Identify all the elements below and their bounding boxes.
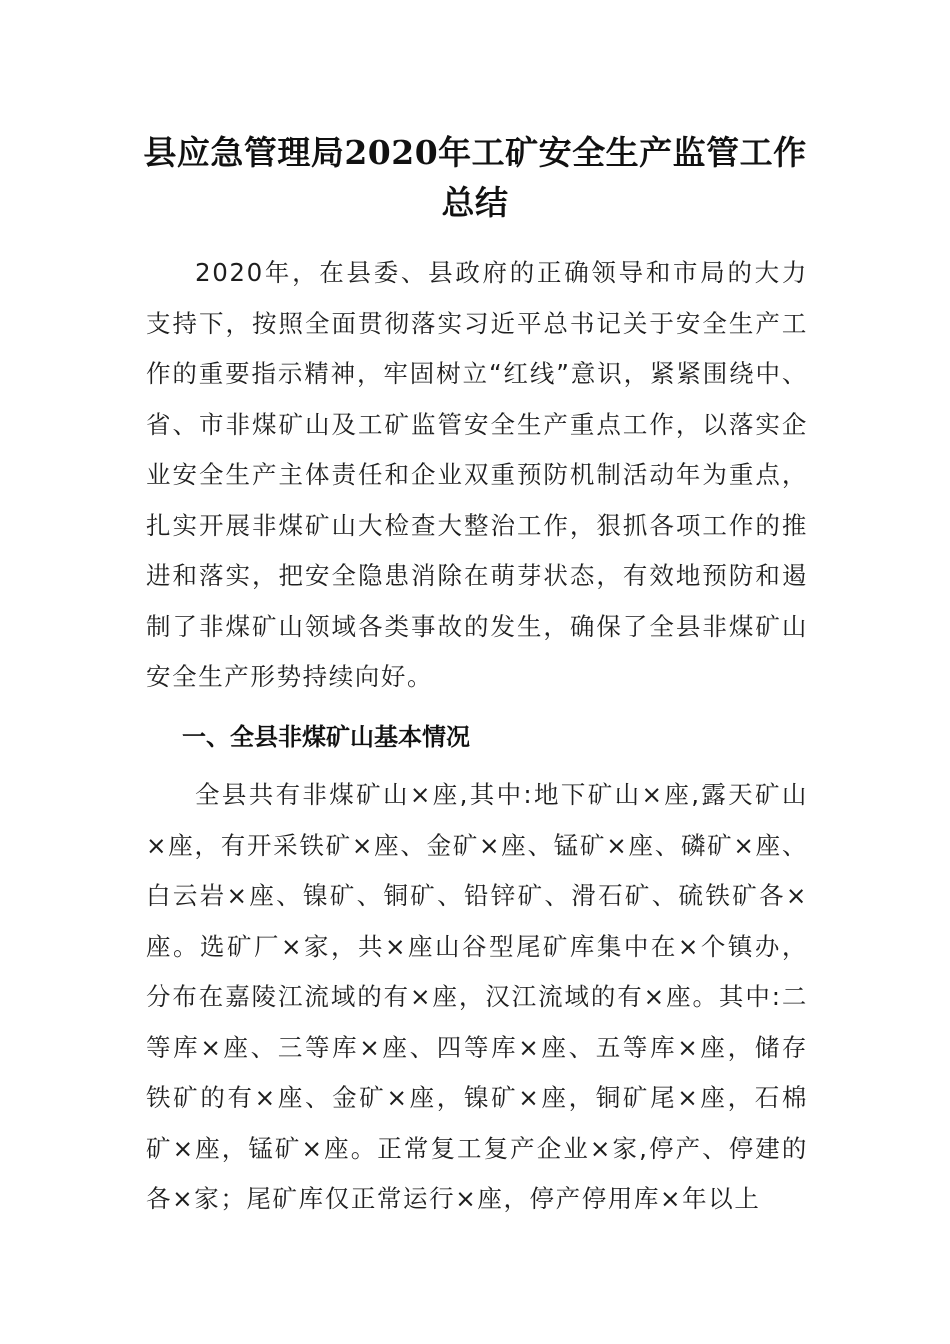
intro-paragraph: 2020年，在县委、县政府的正确领导和市局的大力支持下，按照全面贯彻落实习近平总书记关于安全生产工作的重要指示精神，牢固树立“红线”意识，紧紧围绕中、省、市非煤矿山及工矿监管安全生产重点工作，以落实企业安全生产主体责任和企业双重预防机制活动年为重点，扎实开展非煤矿山大检查大整治工作，狠抓各项工作的推进和落实，把安全隐患消除在萌芽状态，有效地预防和遏制了非煤矿山领域各类事故的发生，确保了全县非煤矿山安全生产形势持续向好。 <box>146 258 808 691</box>
basic-situation-paragraph: 全县共有非煤矿山×座,其中:地下矿山×座,露天矿山×座，有开采铁矿×座、金矿×座、锰矿×座、磷矿×座、白云岩×座、镍矿、铜矿、铅锌矿、滑石矿、硫铁矿各×座。选矿厂×家，共×座山谷型尾矿库集中在×个镇办，分布在嘉陵江流域的有×座，汉江流域的有×座。其中:二等库×座、三等库×座、四等库×座、五等库×座，储存铁矿的有×座、金矿×座，镍矿×座，铜矿尾×座，石棉矿×座，锰矿×座。正常复工复产企业×家,停产、停建的各×家；尾矿库仅正常运行×座，停产停用库×年以上 <box>146 780 808 1213</box>
section-heading-basic-situation: 一、全县非煤矿山基本情况 <box>182 723 470 751</box>
document-title: 县应急管理局2020年工矿安全生产监管工作总结 <box>143 133 807 222</box>
